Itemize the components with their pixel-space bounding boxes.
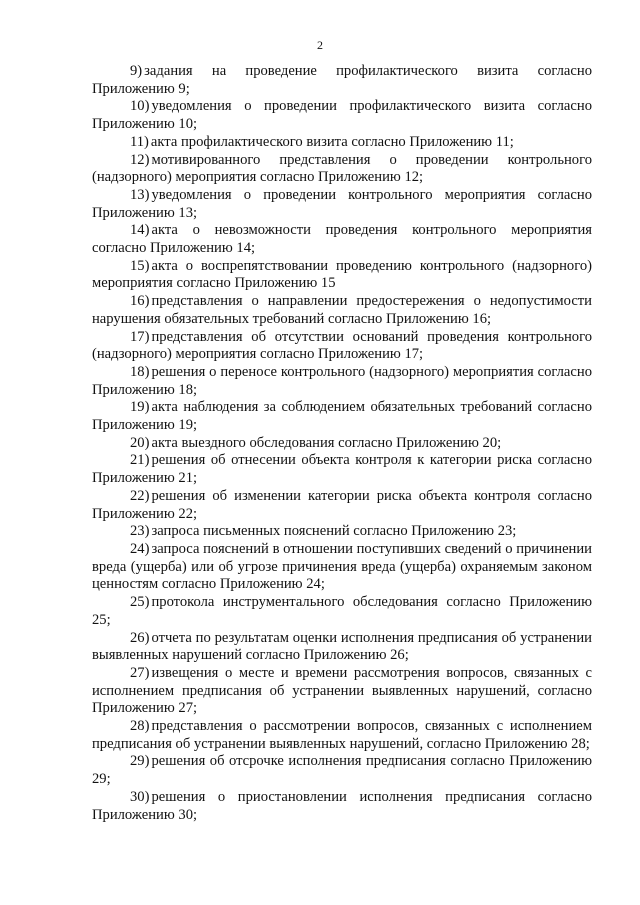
item-number: 24) [130, 540, 150, 557]
item-number: 21) [130, 452, 150, 469]
item-text: решения о переносе контрольного (надзорного) мероприятия согласно Приложению 18; [92, 363, 592, 398]
item-number: 16) [130, 293, 150, 310]
item-text: акта выездного обследования согласно Приложению 20; [151, 434, 502, 451]
list-item [92, 665, 592, 718]
list-item [92, 594, 592, 629]
list-item [92, 399, 592, 434]
item-number: 22) [130, 487, 150, 504]
item-number: 12) [130, 151, 150, 168]
item-text: запроса письменных пояснений согласно Приложению 23; [151, 523, 517, 540]
list-item [92, 753, 592, 788]
item-number: 27) [130, 664, 150, 681]
item-text: решения об отнесении объекта контроля к категории риска согласно Приложению 21; [92, 452, 592, 487]
page-number: 2 [317, 38, 323, 52]
item-number: 29) [130, 753, 150, 770]
item-number: 26) [130, 629, 150, 646]
item-text: представления о рассмотрении вопросов, связанных с исполнением предписания об устранении выявленных нарушений, согласно Приложению 28; [92, 718, 592, 752]
item-number: 28) [130, 718, 150, 735]
list-item [92, 364, 592, 399]
item-number: 13) [130, 186, 150, 203]
list-item [92, 718, 592, 753]
item-text: решения о приостановлении исполнения предписания согласно Приложению 30; [92, 788, 592, 823]
item-number: 15) [130, 257, 150, 274]
list-item [92, 523, 592, 541]
item-number: 14) [130, 222, 150, 239]
item-number: 23) [130, 523, 150, 540]
list-item [92, 222, 592, 257]
item-text: задания на проведение профилактического визита согласно Приложению 9; [92, 63, 592, 97]
item-number: 17) [130, 328, 150, 345]
list-item [92, 258, 592, 293]
document-body [92, 63, 592, 824]
item-number: 11) [130, 133, 149, 150]
list-item [92, 293, 592, 328]
item-text: уведомления о проведении контрольного мероприятия согласно Приложению 13; [92, 186, 592, 221]
item-text: отчета по результатам оценки исполнения предписания об устранении выявленных нарушений согласно Приложению 26; [92, 629, 592, 664]
list-item [92, 541, 592, 594]
list-item [92, 98, 592, 133]
list-item [92, 152, 592, 187]
item-text: представления об отсутствии оснований проведения контрольного (надзорного) мероприятия согласно Приложению 17; [92, 328, 592, 363]
list-item [92, 789, 592, 824]
list-item [92, 488, 592, 523]
item-text: решения об изменении категории риска объекта контроля согласно Приложению 22; [92, 487, 592, 522]
item-text: акта профилактического визита согласно Приложению 11; [150, 133, 514, 150]
item-text: мотивированного представления о проведении контрольного (надзорного) мероприятия согласно Приложению 12; [92, 151, 592, 186]
item-number: 20) [130, 434, 150, 451]
item-text: акта наблюдения за соблюдением обязательных требований согласно Приложению 19; [92, 399, 592, 434]
item-text: акта о воспрепятствовании проведению контрольного (надзорного) мероприятия согласно Приложению 15 [92, 257, 592, 292]
item-text: решения об отсрочке исполнения предписания согласно Приложению 29; [92, 753, 592, 788]
list-item [92, 435, 592, 453]
list-item [92, 630, 592, 665]
item-number: 30) [130, 788, 150, 805]
item-text: уведомления о проведении профилактического визита согласно Приложению 10; [92, 98, 592, 133]
list-item [92, 134, 592, 152]
item-number: 25) [130, 594, 150, 611]
item-text: представления о направлении предостережения о недопустимости нарушения обязательных требований согласно Приложению 16; [92, 293, 592, 327]
list-item [92, 187, 592, 222]
item-number: 9) [130, 63, 143, 79]
item-text: запроса пояснений в отношении поступивших сведений о причинении вреда (ущерба) или об угрозе причинения вреда (ущерба) охраняемым законом ценностям согласно Приложению 24; [92, 540, 592, 593]
item-text: акта о невозможности проведения контрольного мероприятия согласно Приложению 14; [92, 222, 592, 257]
list-item [92, 452, 592, 487]
item-text: протокола инструментального обследования согласно Приложению 25; [92, 594, 592, 628]
list-item [92, 63, 592, 98]
item-text: извещения о месте и времени рассмотрения вопросов, связанных с исполнением предписания об устранении выявленных нарушений, согласно Приложению 27; [92, 664, 592, 717]
item-number: 10) [130, 98, 150, 115]
item-number: 19) [130, 399, 150, 416]
item-number: 18) [130, 363, 150, 380]
list-item [92, 329, 592, 364]
